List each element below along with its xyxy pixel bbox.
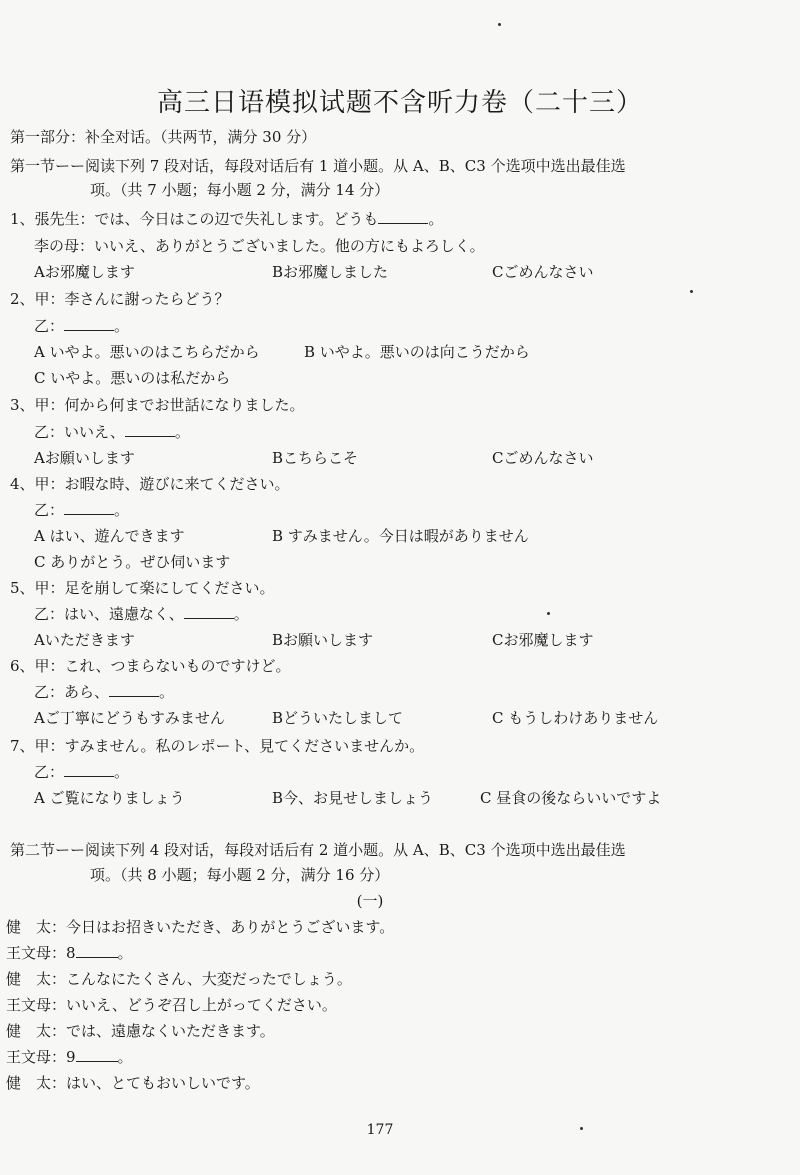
section2-instructions-line2: 项。（共 8 小题；每小题 2 分，满分 16 分） — [90, 866, 390, 884]
dialogue-line: 健 太：はい、とてもおいしいです。 — [6, 1074, 260, 1092]
option-a: A はい、遊んできます — [34, 527, 185, 545]
option-a: Aいただきます — [34, 631, 135, 649]
dialogue-subheading: (一) — [356, 892, 384, 910]
option-b: Bお邪魔しました — [272, 263, 389, 281]
option-b: Bどういたしまして — [272, 709, 404, 727]
dialogue-line: 王文母：8 。 — [6, 944, 133, 962]
question-6-reply: 乙：あら、 。 — [34, 683, 175, 701]
question-3-reply: 乙：いいえ、 。 — [34, 423, 190, 441]
option-c: Cお邪魔します — [492, 631, 594, 649]
dialogue-line: 王文母：いいえ、どうぞ召し上がってください。 — [6, 996, 337, 1014]
part-heading: 第一部分：补全对话。（共两节，满分 30 分） — [10, 128, 317, 146]
option-a: A いやよ。悪いのはこちらだから — [34, 343, 260, 361]
option-c: Cごめんなさい — [492, 263, 594, 281]
question-1-reply: 李の母：いいえ、ありがとうございました。他の方にもよろしく。 — [34, 237, 485, 255]
question-3-prompt: 3、甲：何から何までお世話になりました。 — [10, 396, 305, 414]
option-c: C ありがとう。ぜひ伺います — [34, 553, 231, 571]
option-c: Cごめんなさい — [492, 449, 594, 467]
question-6-prompt: 6、甲：これ、つまらないものですけど。 — [10, 657, 291, 675]
scan-speck — [580, 1127, 583, 1130]
answer-blank — [184, 604, 234, 619]
question-2-reply: 乙： 。 — [34, 317, 130, 335]
option-a: Aお願いします — [34, 449, 135, 467]
option-a: Aお邪魔します — [34, 263, 135, 281]
scan-speck — [690, 290, 693, 293]
scan-speck — [547, 612, 550, 615]
dialogue-line: 健 太：今日はお招きいただき、ありがとうございます。 — [6, 918, 395, 936]
answer-blank — [125, 422, 175, 437]
option-c: C いやよ。悪いのは私だから — [34, 369, 231, 387]
option-b: B いやよ。悪いのは向こうだから — [304, 343, 530, 361]
option-b: B今、お見せしましょう — [272, 789, 434, 807]
option-b: Bお願いします — [272, 631, 374, 649]
question-5-reply: 乙：はい、遠慮なく、 。 — [34, 605, 249, 623]
answer-blank — [76, 943, 118, 958]
section1-instructions-line1: 第一节ーー阅读下列 7 段对话，每段对话后有 1 道小题。从 A、B、C3 个选项中选出最佳选 — [10, 157, 626, 175]
question-2-prompt: 2、甲：李さんに謝ったらどう？ — [10, 290, 230, 308]
question-5-prompt: 5、甲：足を崩して楽にしてください。 — [10, 579, 275, 597]
question-7-prompt: 7、甲：すみません。私のレポート、見てくださいませんか。 — [10, 737, 425, 755]
question-4-reply: 乙： 。 — [34, 501, 130, 519]
answer-blank — [109, 682, 159, 697]
section1-instructions-line2: 项。（共 7 小题；每小题 2 分，满分 14 分） — [90, 181, 390, 199]
option-a: Aご丁寧にどうもすみません — [34, 709, 225, 727]
dialogue-line: 健 太：では、遠慮なくいただきます。 — [6, 1022, 275, 1040]
dialogue-line: 健 太：こんなにたくさん、大変だったでしょう。 — [6, 970, 352, 988]
question-1-prompt: 1、張先生：では、今日はこの辺で失礼します。どうも 。 — [10, 210, 444, 228]
page-title: 高三日语模拟试题不含听力卷（二十三） — [156, 88, 643, 118]
answer-blank — [76, 1047, 118, 1062]
option-b: B すみません。今日は暇がありません — [272, 527, 529, 545]
option-c: C 昼食の後ならいいですよ — [480, 789, 662, 807]
option-c: C もうしわけありません — [492, 709, 659, 727]
answer-blank — [64, 316, 114, 331]
answer-blank — [378, 209, 428, 224]
option-a: A ご覧になりましょう — [34, 789, 185, 807]
answer-blank — [64, 500, 114, 515]
question-7-reply: 乙： 。 — [34, 763, 130, 781]
section2-instructions-line1: 第二节ーー阅读下列 4 段对话，每段对话后有 2 道小题。从 A、B、C3 个选项中选出最佳选 — [10, 841, 626, 859]
dialogue-line: 王文母：9 。 — [6, 1048, 133, 1066]
option-b: Bこちらこそ — [272, 449, 359, 467]
answer-blank — [64, 762, 114, 777]
page-number: 177 — [366, 1122, 394, 1138]
scan-speck — [498, 23, 501, 26]
question-4-prompt: 4、甲：お暇な時、遊びに来てください。 — [10, 475, 290, 493]
